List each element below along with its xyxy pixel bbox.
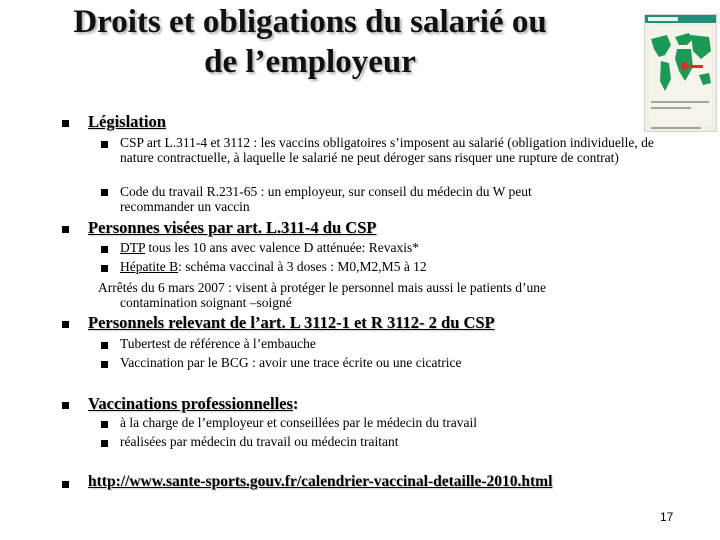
charge-employeur-item: à la charge de l’employeur et conseillées par le médecin du travail xyxy=(120,415,477,430)
arretes-note-line-2: contamination soignant –soigné xyxy=(120,295,292,310)
hepatite-label: Hépatite B xyxy=(120,259,179,274)
bullet-icon xyxy=(62,226,69,233)
bullet-icon xyxy=(62,321,69,328)
heading-vaccinations-pro xyxy=(88,394,298,414)
bullet-icon xyxy=(101,141,108,148)
vaccinations-pro-label: Vaccinations professionnelles xyxy=(88,394,293,413)
heading-personnes-visees: Personnes visées par art. L.311-4 du CSP xyxy=(88,218,377,237)
bullet-icon xyxy=(62,402,69,409)
bullet-icon xyxy=(101,265,108,272)
title-line-2: de l’employeur xyxy=(204,44,416,80)
calendrier-vaccinal-link[interactable]: http://www.sante-sports.gouv.fr/calendrier-vaccinal-detaille-2010.html xyxy=(88,473,553,490)
bullet-icon xyxy=(101,189,108,196)
title-line-1: Droits et obligations du salarié ou xyxy=(73,4,547,40)
bullet-icon xyxy=(101,421,108,428)
tubertest-item: Tubertest de référence à l’embauche xyxy=(120,336,316,351)
dtp-label: DTP xyxy=(120,240,146,255)
world-map-image xyxy=(644,14,717,132)
bullet-icon xyxy=(101,361,108,368)
medecin-travail-item: réalisées par médecin du travail ou médecin traitant xyxy=(120,434,399,449)
legislation-item-2: Code du travail R.231-65 : un employeur, sur conseil du médecin du W peut recommander un vaccin xyxy=(120,184,532,214)
slide-title xyxy=(0,2,620,82)
hepatite-text: : schéma vaccinal à 3 doses : M0,M2,M5 à 12 xyxy=(178,259,427,274)
bullet-icon xyxy=(101,440,108,447)
legislation-item-1: CSP art L.311-4 et 3112 : les vaccins obligatoires s’imposent au salarié (obligation individuelle, de nature contractuelle, à laquelle le salarié ne peut déroger sans risquer une rupture de contrat) xyxy=(120,135,654,165)
bullet-icon xyxy=(62,120,69,127)
heading-personnels-relevant: Personnels relevant de l’art. L 3112-1 et R 3112- 2 du CSP xyxy=(88,313,495,332)
bcg-item: Vaccination par le BCG : avoir une trace écrite ou une cicatrice xyxy=(120,355,462,370)
dtp-text: tous les 10 ans avec valence D atténuée: Revaxis* xyxy=(145,240,420,255)
page-number: 17 xyxy=(660,510,674,524)
dtp-item xyxy=(120,240,419,255)
bullet-icon xyxy=(62,481,69,488)
heading-legislation: Législation xyxy=(88,112,166,131)
vaccinations-pro-colon: : xyxy=(292,394,299,413)
arretes-note-line-1: Arrêtés du 6 mars 2007 : visent à protéger le personnel mais aussi le patients d’une xyxy=(98,280,547,295)
hepatite-item xyxy=(120,259,427,274)
bullet-icon xyxy=(101,342,108,349)
bullet-icon xyxy=(101,246,108,253)
